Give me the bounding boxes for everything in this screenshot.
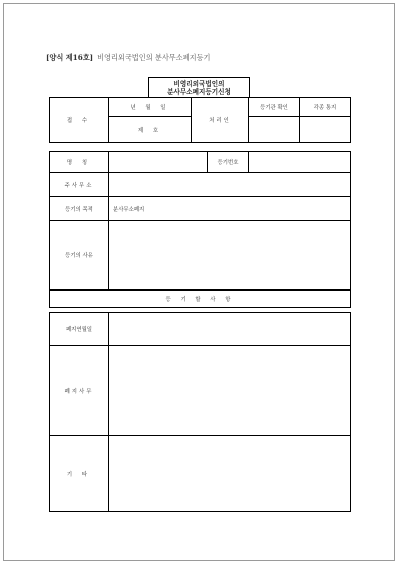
reg-reason-field[interactable] <box>108 220 351 290</box>
section-header: 등 기 할 사 항 <box>49 290 351 308</box>
registrar-check-field[interactable] <box>248 116 300 143</box>
receipt-number-label: 제 호 <box>108 116 192 143</box>
form-number: [양식 제16호] <box>46 53 94 62</box>
form-title <box>148 77 250 97</box>
reg-cause-label: 등기의 목적 <box>49 196 109 221</box>
form-subtitle: 비영리외국법인의 분사무소폐지등기 <box>97 53 211 62</box>
main-office-label: 주사무소 <box>49 172 109 197</box>
reg-number-label: 등기번호 <box>207 151 249 173</box>
form-title-line2: 분사무소폐지등기신청 <box>167 87 231 96</box>
abolition-office-label: 폐지사무 <box>49 345 109 436</box>
abolition-date-label: 폐지연월일 <box>49 312 109 346</box>
reg-cause-value: 분사무소폐지 <box>108 196 351 221</box>
registrar-check-label: 등기관 확인 <box>248 97 300 117</box>
form-number-label <box>46 53 210 63</box>
other-field[interactable] <box>108 435 351 512</box>
processor-label: 처리인 <box>191 97 249 143</box>
reg-number-field[interactable] <box>248 151 351 173</box>
name-label: 명 칭 <box>49 151 109 173</box>
notice-label: 각종 통지 <box>299 97 351 117</box>
receipt-date-label: 년 월 일 <box>108 97 192 117</box>
other-label: 기 타 <box>49 435 109 512</box>
abolition-office-field[interactable] <box>108 345 351 436</box>
receipt-label: 접 수 <box>49 97 109 143</box>
abolition-date-field[interactable] <box>108 312 351 346</box>
reg-reason-label: 등기의 사유 <box>49 220 109 290</box>
notice-field[interactable] <box>299 116 351 143</box>
main-office-field[interactable] <box>108 172 351 197</box>
form-title-line1: 비영리외국법인의 <box>173 79 225 88</box>
name-field[interactable] <box>108 151 208 173</box>
